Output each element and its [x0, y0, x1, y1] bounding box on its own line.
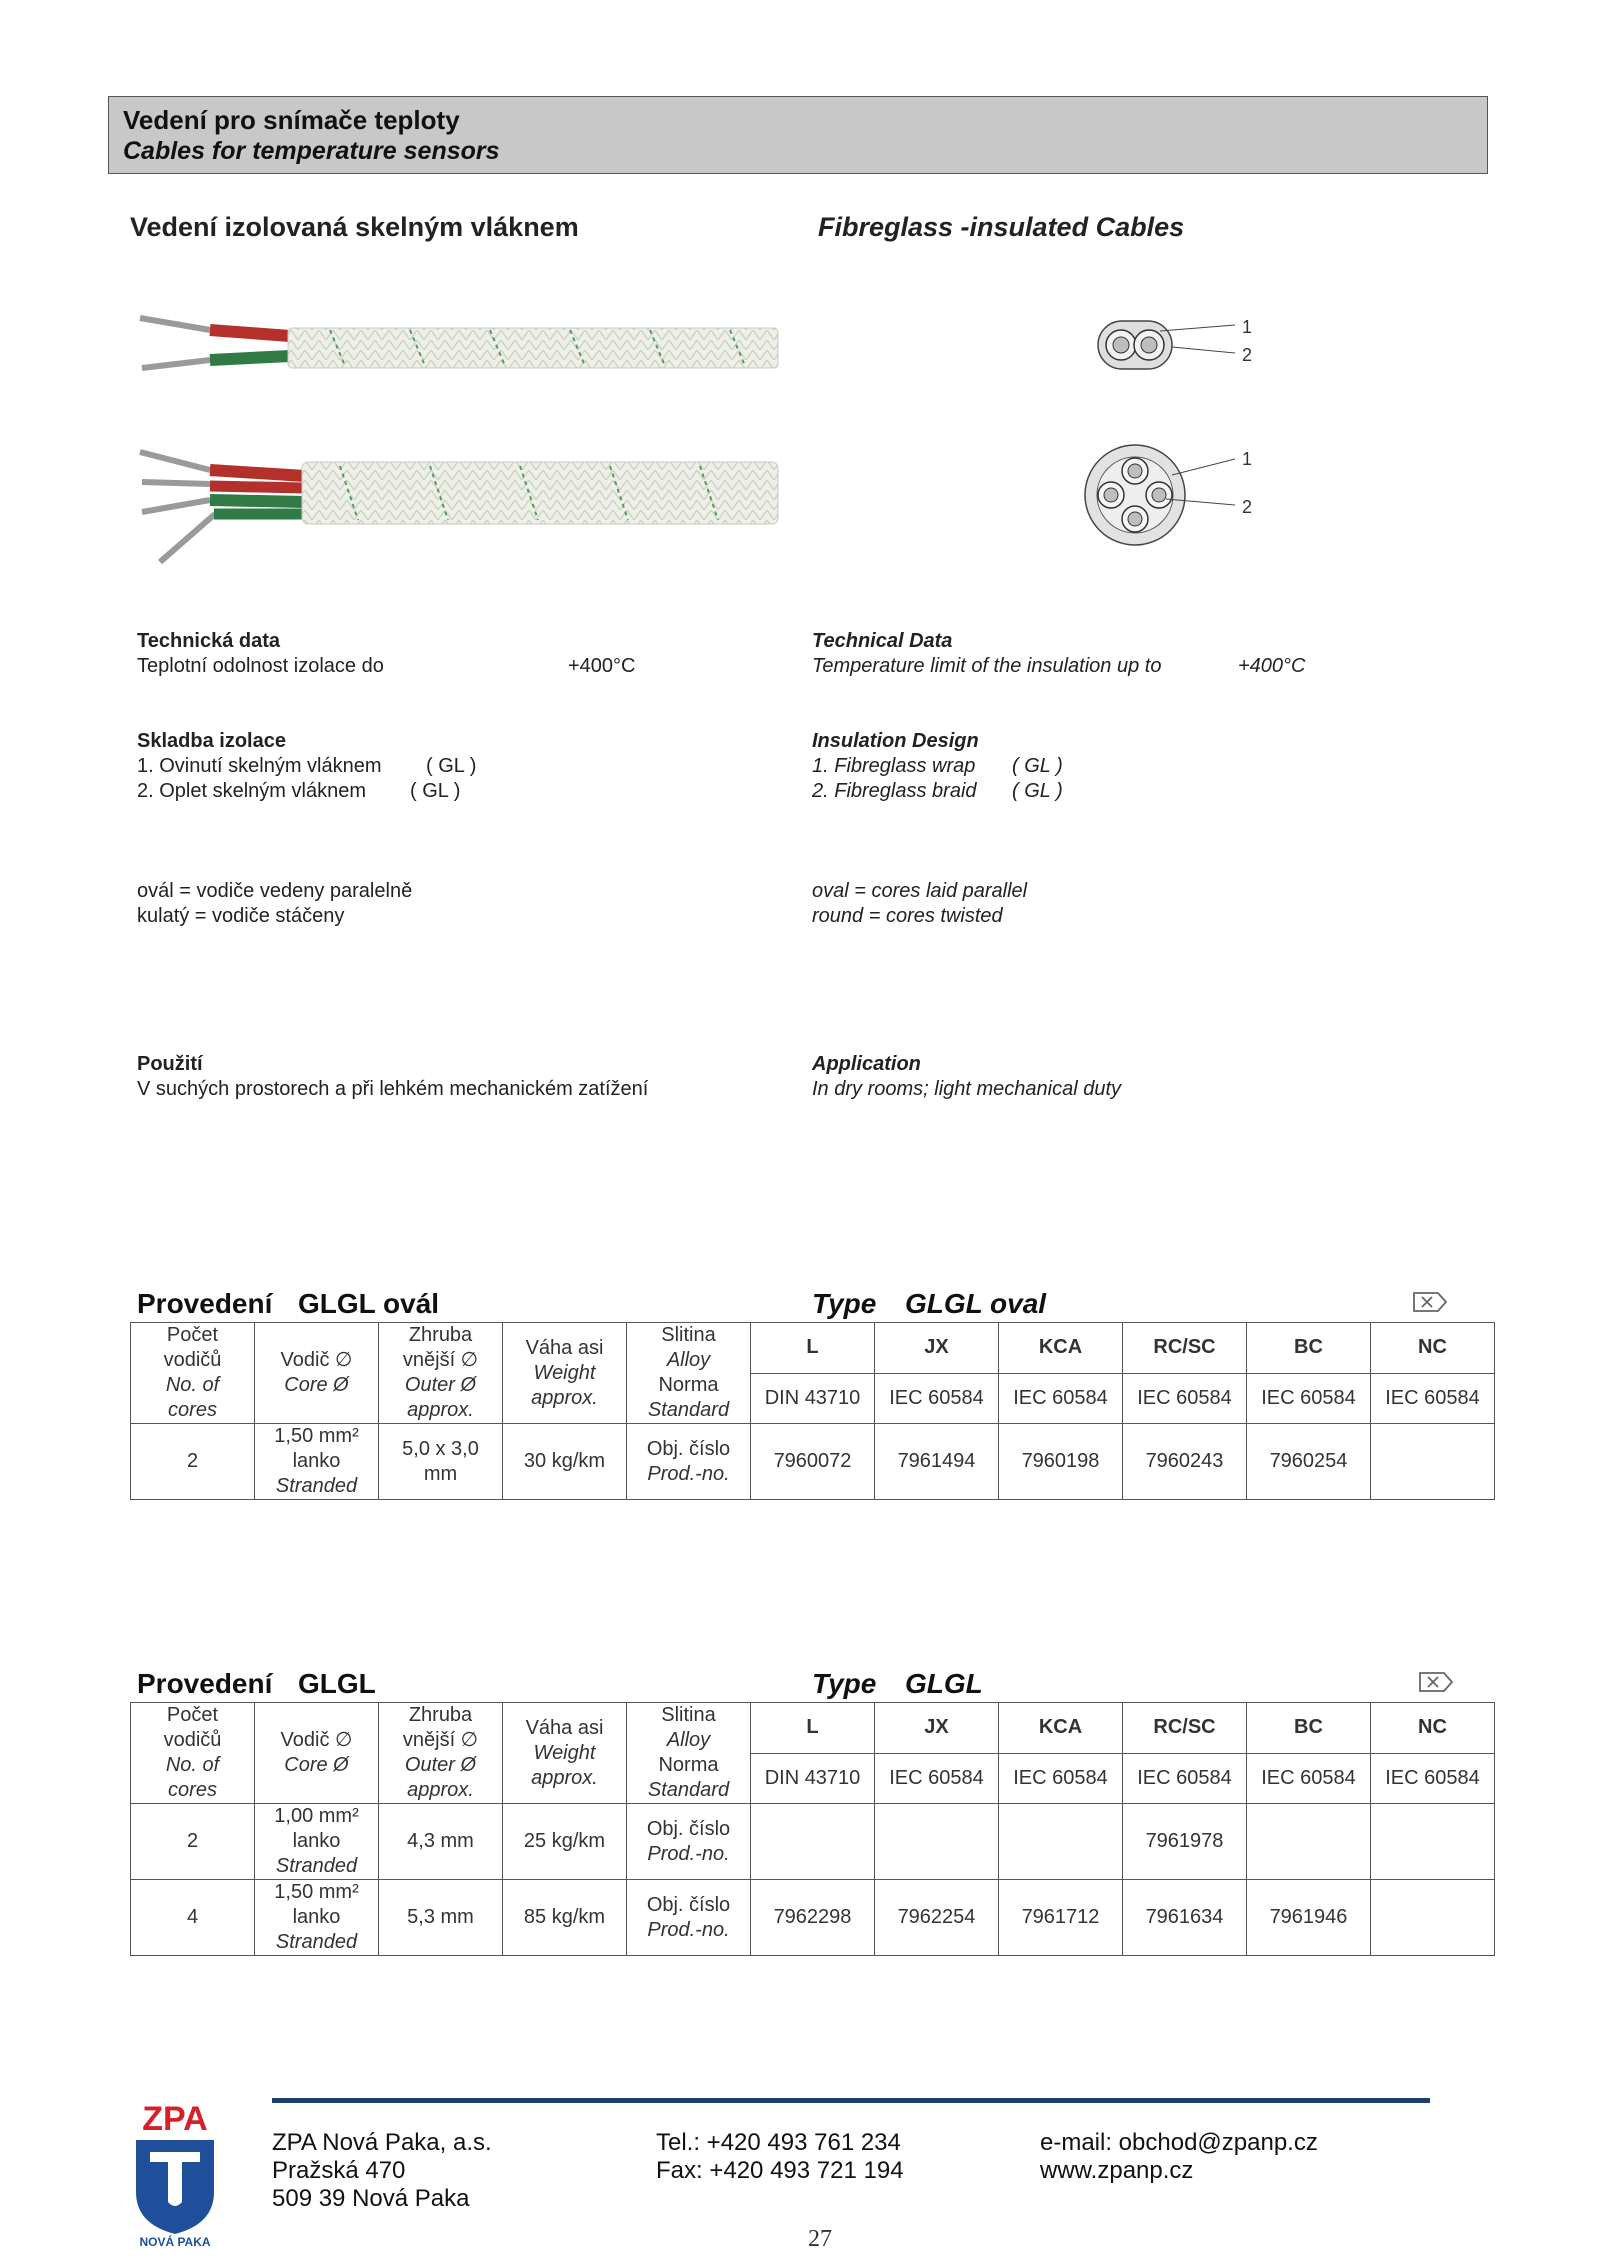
cell-code-bc: 7961946	[1247, 1880, 1371, 1956]
cell-code-l	[751, 1804, 875, 1880]
table1	[130, 1322, 1495, 1500]
header-cores: Počet vodičů No. of cores	[131, 1323, 255, 1424]
standard-jx: IEC 60584	[875, 1373, 999, 1424]
cell-weight: 25 kg/km	[503, 1804, 627, 1880]
cell-code-l: 7962298	[751, 1880, 875, 1956]
cell-code-jx: 7961494	[875, 1424, 999, 1500]
logo-subtext: NOVÁ PAKA	[139, 2235, 211, 2248]
table2-title-cz-prefix: Provedení	[137, 1668, 273, 1699]
cell-prod-label: Obj. číslo Prod.-no.	[627, 1424, 751, 1500]
header-outer: Zhruba vnější ∅ Outer Ø approx.	[379, 1323, 503, 1424]
oval-cross-section	[1098, 321, 1235, 369]
table2-title-en-type: GLGL	[905, 1668, 983, 1699]
insulation-heading-cz: Skladba izolace	[137, 730, 286, 752]
cell-code-jx	[875, 1804, 999, 1880]
cell-core-size: 1,50 mm² lanko Stranded	[255, 1424, 379, 1500]
tech-text-cz: Teplotní odolnost izolace do	[137, 655, 384, 677]
header-alloy: Slitina Alloy Norma Standard	[627, 1703, 751, 1804]
cell-outer: 5,0 x 3,0 mm	[379, 1424, 503, 1500]
round-cross-section	[1085, 445, 1235, 545]
cell-code-nc	[1371, 1424, 1495, 1500]
shape-line1-en: oval = cores laid parallel	[812, 880, 1028, 902]
table1-title-cz-type: GLGL ovál	[298, 1288, 440, 1319]
footer-fax: Fax: +420 493 721 194	[656, 2157, 904, 2184]
logo-text: ZPA	[142, 2100, 208, 2138]
cell-code-rcsc: 7960243	[1123, 1424, 1247, 1500]
insulation-item1-cz: 1. Ovinutí skelným vláknem	[137, 755, 382, 777]
tech-heading-cz: Technická data	[137, 630, 281, 652]
oval-label-2: 2	[1242, 345, 1253, 365]
standard-kca: IEC 60584	[999, 1753, 1123, 1804]
cell-core-size: 1,00 mm² lanko Stranded	[255, 1804, 379, 1880]
cell-code-kca	[999, 1804, 1123, 1880]
table2-title-cz-type: GLGL	[298, 1668, 376, 1699]
insulation-item2-en: 2. Fibreglass braid	[812, 780, 977, 802]
alloy-jx: JX	[875, 1703, 999, 1754]
oval-cable-image	[140, 318, 778, 368]
standard-nc: IEC 60584	[1371, 1373, 1495, 1424]
tech-text-en: Temperature limit of the insulation up to	[812, 655, 1162, 677]
cable-photo	[130, 300, 790, 580]
table1-title-en-prefix: Type	[812, 1288, 877, 1319]
alloy-kca: KCA	[999, 1703, 1123, 1754]
insulation-item1-code-cz: ( GL )	[426, 755, 477, 777]
footer-company: ZPA Nová Paka, a.s.	[272, 2129, 492, 2156]
footer-city: 509 39 Nová Paka	[272, 2185, 470, 2212]
footer-address	[272, 2129, 492, 2213]
standard-l: DIN 43710	[751, 1373, 875, 1424]
shape-line2-en: round = cores twisted	[812, 905, 1003, 927]
standard-bc: IEC 60584	[1247, 1753, 1371, 1804]
footer-street: Pražská 470	[272, 2157, 406, 2184]
application-heading-en: Application	[812, 1053, 921, 1075]
page-header	[108, 96, 1488, 174]
standard-rcsc: IEC 60584	[1123, 1753, 1247, 1804]
cell-outer: 4,3 mm	[379, 1804, 503, 1880]
header-title-cz: Vedení pro snímače teploty	[123, 105, 460, 135]
header-alloy: Slitina Alloy Norma Standard	[627, 1323, 751, 1424]
cross-section-diagram	[1080, 305, 1260, 565]
alloy-bc: BC	[1247, 1703, 1371, 1754]
table2-title-en-prefix: Type	[812, 1668, 877, 1699]
cell-cores: 2	[131, 1804, 255, 1880]
header-core-size: Vodič ∅ Core Ø	[255, 1323, 379, 1424]
alloy-kca: KCA	[999, 1323, 1123, 1374]
table-row	[131, 1804, 1495, 1880]
footer-rule	[272, 2098, 1430, 2103]
table1-title-en-type: GLGL oval	[905, 1288, 1047, 1319]
application-heading-cz: Použití	[137, 1053, 203, 1075]
table1-title-cz-prefix: Provedení	[137, 1288, 273, 1319]
cell-weight: 30 kg/km	[503, 1424, 627, 1500]
header-weight: Váha asi Weight approx.	[503, 1703, 627, 1804]
standard-rcsc: IEC 60584	[1123, 1373, 1247, 1424]
insulation-item2-cz: 2. Oplet skelným vláknem	[137, 780, 366, 802]
shape-line2-cz: kulatý = vodiče stáčeny	[137, 905, 345, 927]
tech-value-cz: +400°C	[568, 655, 636, 677]
round-cable-image	[140, 452, 778, 562]
table-row	[131, 1424, 1495, 1500]
section-title-cz: Vedení izolovaná skelným vláknem	[130, 212, 579, 242]
section-title-en: Fibreglass -insulated Cables	[818, 212, 1185, 242]
zpa-logo	[130, 2096, 220, 2248]
cell-code-bc: 7960254	[1247, 1424, 1371, 1500]
table-row	[131, 1880, 1495, 1956]
tech-value-en: +400°C	[1238, 655, 1306, 677]
alloy-nc: NC	[1371, 1703, 1495, 1754]
table1-marker-icon	[1412, 1290, 1448, 1314]
header-outer: Zhruba vnější ∅ Outer Ø approx.	[379, 1703, 503, 1804]
alloy-bc: BC	[1247, 1323, 1371, 1374]
insulation-heading-en: Insulation Design	[812, 730, 979, 752]
round-label-2: 2	[1242, 497, 1253, 517]
insulation-item2-code-cz: ( GL )	[410, 780, 461, 802]
table2-marker-icon	[1418, 1670, 1454, 1694]
header-cores: Počet vodičů No. of cores	[131, 1703, 255, 1804]
standard-bc: IEC 60584	[1247, 1373, 1371, 1424]
alloy-rcsc: RC/SC	[1123, 1703, 1247, 1754]
alloy-l: L	[751, 1703, 875, 1754]
insulation-item2-code-en: ( GL )	[1012, 780, 1063, 802]
cell-code-l: 7960072	[751, 1424, 875, 1500]
cell-outer: 5,3 mm	[379, 1880, 503, 1956]
standard-l: DIN 43710	[751, 1753, 875, 1804]
cell-cores: 2	[131, 1424, 255, 1500]
cell-prod-label: Obj. číslo Prod.-no.	[627, 1804, 751, 1880]
cell-code-nc	[1371, 1880, 1495, 1956]
header-weight: Váha asi Weight approx.	[503, 1323, 627, 1424]
footer-web[interactable]: www.zpanp.cz	[1040, 2157, 1194, 2184]
cell-code-kca: 7960198	[999, 1424, 1123, 1500]
insulation-item1-en: 1. Fibreglass wrap	[812, 755, 976, 777]
cell-code-jx: 7962254	[875, 1880, 999, 1956]
round-label-1: 1	[1242, 449, 1253, 469]
standard-jx: IEC 60584	[875, 1753, 999, 1804]
alloy-rcsc: RC/SC	[1123, 1323, 1247, 1374]
insulation-item1-code-en: ( GL )	[1012, 755, 1063, 777]
standard-nc: IEC 60584	[1371, 1753, 1495, 1804]
cell-code-rcsc: 7961978	[1123, 1804, 1247, 1880]
cell-code-nc	[1371, 1804, 1495, 1880]
application-text-cz: V suchých prostorech a při lehkém mechanickém zatížení	[137, 1078, 649, 1100]
standard-kca: IEC 60584	[999, 1373, 1123, 1424]
cell-core-size: 1,50 mm² lanko Stranded	[255, 1880, 379, 1956]
alloy-nc: NC	[1371, 1323, 1495, 1374]
cell-code-kca: 7961712	[999, 1880, 1123, 1956]
cell-cores: 4	[131, 1880, 255, 1956]
shape-line1-cz: ovál = vodiče vedeny paralelně	[137, 880, 413, 902]
page-number: 27	[808, 2226, 832, 2252]
oval-label-1: 1	[1242, 317, 1253, 337]
cell-code-bc	[1247, 1804, 1371, 1880]
header-core-size: Vodič ∅ Core Ø	[255, 1703, 379, 1804]
cell-prod-label: Obj. číslo Prod.-no.	[627, 1880, 751, 1956]
alloy-jx: JX	[875, 1323, 999, 1374]
header-title-en: Cables for temperature sensors	[123, 137, 500, 165]
footer-contact	[1040, 2129, 1318, 2185]
footer-tel: Tel.: +420 493 761 234	[656, 2129, 901, 2156]
tech-heading-en: Technical Data	[812, 630, 953, 652]
footer-email[interactable]: e-mail: obchod@zpanp.cz	[1040, 2129, 1318, 2156]
application-text-en: In dry rooms; light mechanical duty	[812, 1078, 1122, 1100]
table2	[130, 1702, 1495, 1956]
alloy-l: L	[751, 1323, 875, 1374]
footer-phones	[656, 2129, 904, 2185]
cell-code-rcsc: 7961634	[1123, 1880, 1247, 1956]
cell-weight: 85 kg/km	[503, 1880, 627, 1956]
